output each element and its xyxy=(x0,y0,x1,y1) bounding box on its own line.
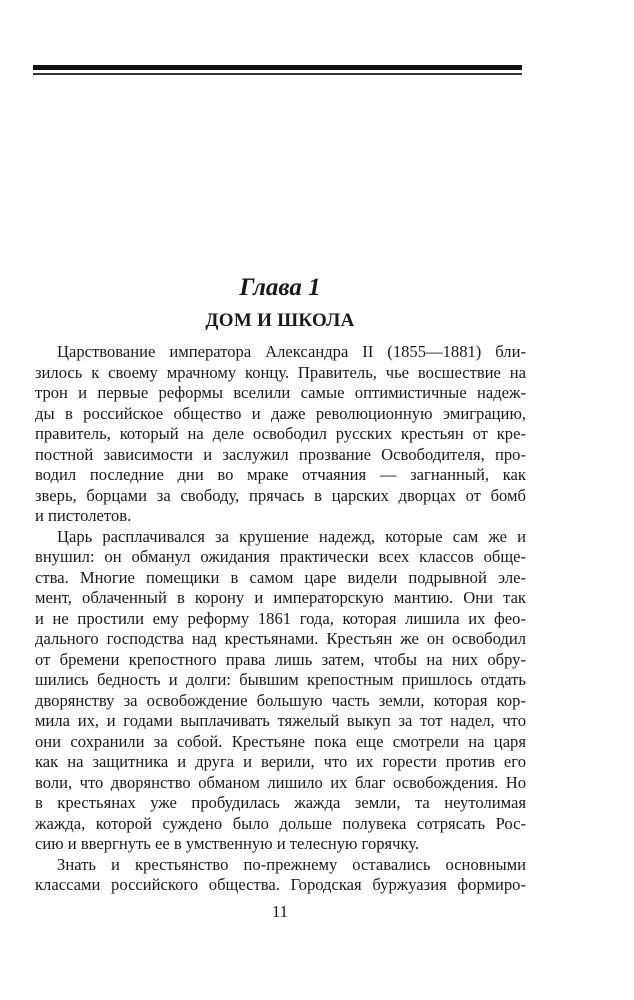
text-line: от бремени крепостного права лишь затем, чтобы на них обру- xyxy=(35,649,526,669)
text-line: трон и первые реформы вселили самые оптимистичные надеж- xyxy=(35,383,526,402)
text-line: водил последние дни во мраке отчаяния — загнанный, как xyxy=(35,465,526,484)
text-line: правитель, который на деле освободил русских крестьян от кре- xyxy=(35,424,526,443)
text-line: дворянству за освобождение большую часть земли, которая кор- xyxy=(35,690,526,710)
text-line: как на защитника и друга и верили, что их горести против его xyxy=(35,752,526,771)
paragraph xyxy=(35,855,526,896)
text-line: внушил: он обманул ожидания практически всех классов обще- xyxy=(35,547,526,566)
text-line: классами российского общества. Городская буржуазия формиро- xyxy=(35,875,526,894)
body-text xyxy=(35,342,526,896)
text-line: Царствование императора Александра II (1855—1881) бли- xyxy=(57,342,526,361)
text-line: ды в российское общество и даже революционную эмиграцию, xyxy=(35,403,526,423)
text-line: Царь расплачивался за крушение надежд, которые сам же и xyxy=(57,526,526,546)
text-line: мент, облаченный в корону и императорскую мантию. Они так xyxy=(35,588,526,607)
chapter-number: Глава 1 xyxy=(239,274,321,301)
text-line: ства. Многие помещики в самом царе видели подрывной эле- xyxy=(35,567,526,587)
header-rule-thick xyxy=(33,65,522,70)
text-line: воли, что дворянство обманом лишило их благ освобождения. Но xyxy=(35,772,526,792)
text-line: они сохранили за собой. Крестьяне пока еще смотрели на царя xyxy=(35,731,526,751)
text-line: в крестьянах уже пробудилась жажда земли, та неутолимая xyxy=(35,793,526,812)
paragraph xyxy=(35,342,526,527)
paragraph xyxy=(35,527,526,855)
text-line: зверь, борцами за свободу, прячась в царских дворцах от бомб xyxy=(35,485,526,505)
page-number: 11 xyxy=(271,902,289,921)
text-line: и не простили ему реформу 1861 года, которая лишила их фео- xyxy=(35,608,526,628)
text-line: сию и ввергнуть ее в умственную и телесную горячку. xyxy=(35,834,420,853)
text-line: Знать и крестьянство по-прежнему оставались основными xyxy=(57,854,526,874)
text-line: постной зависимости и заслужил прозвание Освободителя, про- xyxy=(35,444,526,464)
text-line: мила их, и годами выплачивать тяжелый выкуп за тот надел, что xyxy=(35,711,526,730)
text-line: жажда, которой суждено было дольше полувека сотрясать Рос- xyxy=(35,813,526,833)
chapter-title: ДОМ И ШКОЛА xyxy=(205,310,355,331)
header-rule-thin xyxy=(33,73,522,75)
text-line: зилось к своему мрачному концу. Правитель, чье восшествие на xyxy=(35,362,526,382)
text-line: шились бедность и долги: бывшим крепостным пришлось отдать xyxy=(35,670,526,689)
text-line: дального господства над крестьянами. Крестьян же он освободил xyxy=(35,629,526,648)
text-line: и пистолетов. xyxy=(35,506,132,525)
